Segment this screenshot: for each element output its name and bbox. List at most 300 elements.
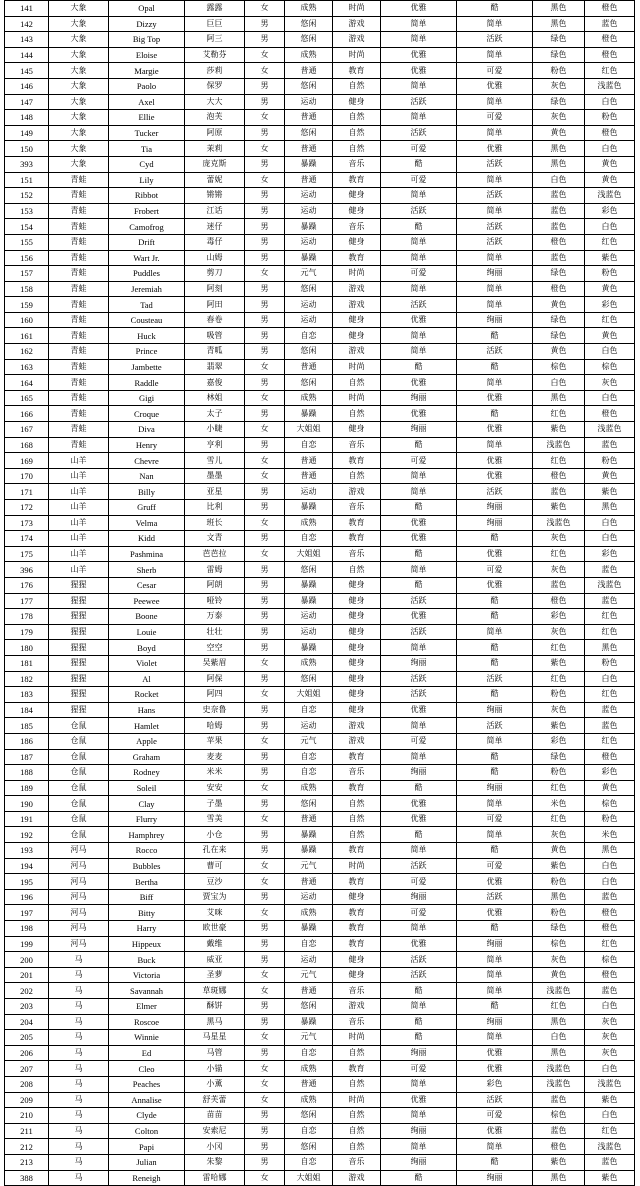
cell-gender: 男 — [245, 999, 285, 1015]
cell-chinese-name: 吸管 — [185, 328, 245, 344]
cell-hobby: 自然 — [333, 141, 381, 157]
cell-hobby: 健身 — [333, 422, 381, 438]
cell-number: 149 — [5, 125, 49, 141]
cell-gender: 男 — [245, 843, 285, 859]
cell-personality: 自恋 — [285, 1123, 333, 1139]
table-row — [5, 1123, 635, 1139]
cell-personality: 暴躁 — [285, 577, 333, 593]
cell-style-1: 绚丽 — [381, 1045, 457, 1061]
cell-style-1: 酷 — [381, 219, 457, 235]
cell-number: 166 — [5, 406, 49, 422]
cell-color-1: 彩色 — [533, 609, 585, 625]
cell-species: 大象 — [49, 110, 109, 126]
cell-color-2: 黄色 — [585, 156, 635, 172]
cell-hobby: 自然 — [333, 1076, 381, 1092]
cell-style-2: 可爱 — [457, 858, 533, 874]
cell-color-2: 紫色 — [585, 1092, 635, 1108]
cell-style-2: 可爱 — [457, 1108, 533, 1124]
cell-color-1: 红色 — [533, 671, 585, 687]
cell-gender: 男 — [245, 312, 285, 328]
cell-chinese-name: 安索尼 — [185, 1123, 245, 1139]
cell-color-1: 白色 — [533, 375, 585, 391]
cell-style-2: 简单 — [457, 983, 533, 999]
cell-color-2: 浅蓝色 — [585, 422, 635, 438]
cell-style-1: 优雅 — [381, 47, 457, 63]
cell-gender: 男 — [245, 765, 285, 781]
cell-gender: 男 — [245, 344, 285, 360]
table-row — [5, 780, 635, 796]
cell-style-1: 可爱 — [381, 874, 457, 890]
cell-color-2: 红色 — [585, 687, 635, 703]
cell-style-2: 绚丽 — [457, 312, 533, 328]
table-row — [5, 437, 635, 453]
cell-style-2: 活跃 — [457, 889, 533, 905]
cell-personality: 元气 — [285, 858, 333, 874]
cell-chinese-name: 亨利 — [185, 437, 245, 453]
cell-number: 206 — [5, 1045, 49, 1061]
cell-personality: 普通 — [285, 874, 333, 890]
cell-chinese-name: 墨墨 — [185, 468, 245, 484]
cell-english-name: Wart Jr. — [109, 250, 185, 266]
cell-hobby: 自然 — [333, 811, 381, 827]
cell-hobby: 自然 — [333, 125, 381, 141]
cell-hobby: 自然 — [333, 827, 381, 843]
cell-style-2: 优雅 — [457, 468, 533, 484]
cell-gender: 男 — [245, 593, 285, 609]
table-row — [5, 1061, 635, 1077]
cell-species: 猩猩 — [49, 671, 109, 687]
cell-number: 183 — [5, 687, 49, 703]
cell-species: 青蛙 — [49, 281, 109, 297]
cell-color-1: 灰色 — [533, 110, 585, 126]
cell-english-name: Ed — [109, 1045, 185, 1061]
cell-species: 河马 — [49, 858, 109, 874]
cell-english-name: Diva — [109, 422, 185, 438]
cell-english-name: Paolo — [109, 78, 185, 94]
cell-hobby: 自然 — [333, 110, 381, 126]
cell-personality: 运动 — [285, 312, 333, 328]
cell-gender: 男 — [245, 624, 285, 640]
cell-hobby: 健身 — [333, 203, 381, 219]
cell-color-2: 白色 — [585, 390, 635, 406]
cell-gender: 男 — [245, 1108, 285, 1124]
cell-color-2: 棕色 — [585, 952, 635, 968]
cell-species: 山羊 — [49, 453, 109, 469]
table-row — [5, 468, 635, 484]
cell-hobby: 音乐 — [333, 983, 381, 999]
cell-chinese-name: 雷哈娜 — [185, 1170, 245, 1186]
cell-hobby: 自然 — [333, 1123, 381, 1139]
table-row — [5, 905, 635, 921]
cell-chinese-name: 茉莉 — [185, 141, 245, 157]
cell-chinese-name: 保罗 — [185, 78, 245, 94]
table-row — [5, 811, 635, 827]
cell-color-2: 彩色 — [585, 546, 635, 562]
cell-number: 204 — [5, 1014, 49, 1030]
cell-species: 河马 — [49, 921, 109, 937]
cell-style-2: 简单 — [457, 375, 533, 391]
cell-chinese-name: 苹果 — [185, 733, 245, 749]
cell-hobby: 教育 — [333, 936, 381, 952]
cell-chinese-name: 孔在来 — [185, 843, 245, 859]
cell-number: 159 — [5, 297, 49, 313]
cell-english-name: Winnie — [109, 1030, 185, 1046]
cell-english-name: Tucker — [109, 125, 185, 141]
cell-english-name: Hippeux — [109, 936, 185, 952]
cell-english-name: Ellie — [109, 110, 185, 126]
cell-number: 150 — [5, 141, 49, 157]
cell-species: 猩猩 — [49, 687, 109, 703]
cell-color-2: 橙色 — [585, 47, 635, 63]
cell-gender: 男 — [245, 78, 285, 94]
cell-color-1: 紫色 — [533, 1154, 585, 1170]
cell-style-2: 绚丽 — [457, 266, 533, 282]
cell-species: 大象 — [49, 78, 109, 94]
cell-personality: 暴躁 — [285, 843, 333, 859]
cell-style-2: 绚丽 — [457, 515, 533, 531]
cell-hobby: 游戏 — [333, 484, 381, 500]
cell-style-2: 酷 — [457, 655, 533, 671]
cell-style-2: 简单 — [457, 281, 533, 297]
cell-species: 青蛙 — [49, 359, 109, 375]
cell-hobby: 游戏 — [333, 999, 381, 1015]
cell-gender: 女 — [245, 983, 285, 999]
cell-personality: 自恋 — [285, 1045, 333, 1061]
cell-gender: 女 — [245, 172, 285, 188]
cell-style-2: 酷 — [457, 749, 533, 765]
cell-gender: 男 — [245, 188, 285, 204]
cell-hobby: 教育 — [333, 453, 381, 469]
cell-color-2: 橙色 — [585, 406, 635, 422]
cell-gender: 男 — [245, 94, 285, 110]
cell-style-1: 酷 — [381, 500, 457, 516]
cell-chinese-name: 雪美 — [185, 811, 245, 827]
cell-english-name: Raddle — [109, 375, 185, 391]
cell-color-1: 灰色 — [533, 702, 585, 718]
table-row — [5, 141, 635, 157]
cell-gender: 女 — [245, 468, 285, 484]
cell-color-2: 棕色 — [585, 796, 635, 812]
cell-species: 山羊 — [49, 468, 109, 484]
table-row — [5, 1030, 635, 1046]
cell-english-name: Eloise — [109, 47, 185, 63]
cell-style-1: 酷 — [381, 577, 457, 593]
cell-number: 171 — [5, 484, 49, 500]
cell-color-2: 橙色 — [585, 1, 635, 17]
table-row — [5, 281, 635, 297]
cell-color-2: 粉色 — [585, 110, 635, 126]
cell-color-1: 绿色 — [533, 266, 585, 282]
cell-chinese-name: 黑马 — [185, 1014, 245, 1030]
cell-gender: 男 — [245, 328, 285, 344]
cell-color-1: 蓝色 — [533, 219, 585, 235]
cell-style-1: 可爱 — [381, 1061, 457, 1077]
cell-personality: 运动 — [285, 484, 333, 500]
table-row — [5, 125, 635, 141]
cell-style-1: 优雅 — [381, 63, 457, 79]
cell-chinese-name: 剪刀 — [185, 266, 245, 282]
cell-style-2: 优雅 — [457, 1061, 533, 1077]
cell-personality: 悠闲 — [285, 32, 333, 48]
cell-personality: 元气 — [285, 266, 333, 282]
cell-hobby: 健身 — [333, 624, 381, 640]
cell-color-1: 灰色 — [533, 952, 585, 968]
cell-gender: 男 — [245, 702, 285, 718]
cell-color-1: 灰色 — [533, 78, 585, 94]
cell-style-1: 活跃 — [381, 94, 457, 110]
cell-style-1: 优雅 — [381, 1, 457, 17]
cell-species: 青蛙 — [49, 437, 109, 453]
cell-number: 168 — [5, 437, 49, 453]
cell-english-name: Colton — [109, 1123, 185, 1139]
cell-personality: 元气 — [285, 733, 333, 749]
cell-hobby: 音乐 — [333, 765, 381, 781]
cell-english-name: Prince — [109, 344, 185, 360]
cell-color-2: 蓝色 — [585, 16, 635, 32]
cell-personality: 暴躁 — [285, 593, 333, 609]
cell-chinese-name: 巨巨 — [185, 16, 245, 32]
cell-style-1: 简单 — [381, 344, 457, 360]
cell-species: 猩猩 — [49, 640, 109, 656]
cell-color-1: 蓝色 — [533, 577, 585, 593]
cell-hobby: 音乐 — [333, 546, 381, 562]
table-row — [5, 375, 635, 391]
cell-style-1: 简单 — [381, 328, 457, 344]
cell-color-1: 棕色 — [533, 359, 585, 375]
cell-color-2: 彩色 — [585, 765, 635, 781]
cell-hobby: 自然 — [333, 1045, 381, 1061]
cell-species: 大象 — [49, 32, 109, 48]
cell-chinese-name: 比利 — [185, 500, 245, 516]
cell-english-name: Margie — [109, 63, 185, 79]
cell-number: 201 — [5, 967, 49, 983]
cell-hobby: 游戏 — [333, 718, 381, 734]
table-row — [5, 765, 635, 781]
cell-personality: 大姐姐 — [285, 687, 333, 703]
cell-english-name: Clay — [109, 796, 185, 812]
cell-number: 207 — [5, 1061, 49, 1077]
cell-number: 189 — [5, 780, 49, 796]
cell-style-1: 可爱 — [381, 172, 457, 188]
cell-species: 青蛙 — [49, 297, 109, 313]
cell-hobby: 游戏 — [333, 16, 381, 32]
cell-color-2: 粉色 — [585, 811, 635, 827]
cell-personality: 运动 — [285, 188, 333, 204]
cell-style-2: 可爱 — [457, 63, 533, 79]
cell-style-2: 活跃 — [457, 1092, 533, 1108]
cell-personality: 暴躁 — [285, 406, 333, 422]
cell-style-2: 酷 — [457, 1154, 533, 1170]
cell-gender: 女 — [245, 858, 285, 874]
cell-species: 大象 — [49, 63, 109, 79]
table-row — [5, 999, 635, 1015]
cell-gender: 女 — [245, 359, 285, 375]
cell-personality: 暴躁 — [285, 156, 333, 172]
villager-table-sheet — [4, 0, 634, 1186]
cell-english-name: Bertha — [109, 874, 185, 890]
cell-gender: 女 — [245, 141, 285, 157]
table-row — [5, 843, 635, 859]
cell-color-2: 白色 — [585, 671, 635, 687]
cell-species: 河马 — [49, 905, 109, 921]
cell-chinese-name: 哈姆 — [185, 718, 245, 734]
cell-style-2: 酷 — [457, 531, 533, 547]
cell-english-name: Victoria — [109, 967, 185, 983]
cell-gender: 男 — [245, 609, 285, 625]
cell-english-name: Henry — [109, 437, 185, 453]
cell-number: 172 — [5, 500, 49, 516]
cell-english-name: Nan — [109, 468, 185, 484]
cell-color-2: 黄色 — [585, 468, 635, 484]
cell-number: 155 — [5, 234, 49, 250]
cell-gender: 男 — [245, 203, 285, 219]
cell-hobby: 时尚 — [333, 1030, 381, 1046]
cell-english-name: Cleo — [109, 1061, 185, 1077]
cell-color-2: 浅蓝色 — [585, 1139, 635, 1155]
cell-english-name: Ribbot — [109, 188, 185, 204]
cell-style-1: 可爱 — [381, 905, 457, 921]
cell-english-name: Biff — [109, 889, 185, 905]
cell-chinese-name: 迷仔 — [185, 219, 245, 235]
cell-color-1: 绿色 — [533, 94, 585, 110]
cell-hobby: 健身 — [333, 702, 381, 718]
cell-species: 仓鼠 — [49, 733, 109, 749]
cell-personality: 普通 — [285, 110, 333, 126]
table-row — [5, 593, 635, 609]
cell-hobby: 教育 — [333, 905, 381, 921]
cell-species: 马 — [49, 1061, 109, 1077]
cell-style-2: 绚丽 — [457, 1014, 533, 1030]
cell-gender: 男 — [245, 375, 285, 391]
cell-number: 186 — [5, 733, 49, 749]
cell-style-2: 酷 — [457, 593, 533, 609]
cell-chinese-name: 麦麦 — [185, 749, 245, 765]
cell-hobby: 健身 — [333, 593, 381, 609]
cell-color-1: 红色 — [533, 406, 585, 422]
cell-gender: 女 — [245, 733, 285, 749]
cell-hobby: 自然 — [333, 406, 381, 422]
cell-number: 192 — [5, 827, 49, 843]
table-row — [5, 1139, 635, 1155]
cell-style-1: 可爱 — [381, 453, 457, 469]
cell-personality: 成熟 — [285, 905, 333, 921]
cell-color-2: 彩色 — [585, 203, 635, 219]
cell-personality: 成熟 — [285, 1092, 333, 1108]
cell-number: 174 — [5, 531, 49, 547]
cell-personality: 暴躁 — [285, 1014, 333, 1030]
cell-hobby: 游戏 — [333, 1170, 381, 1186]
cell-english-name: Camofrog — [109, 219, 185, 235]
cell-species: 猩猩 — [49, 624, 109, 640]
cell-style-2: 活跃 — [457, 32, 533, 48]
cell-chinese-name: 米米 — [185, 765, 245, 781]
cell-chinese-name: 蕾妮 — [185, 172, 245, 188]
cell-chinese-name: 马星星 — [185, 1030, 245, 1046]
cell-personality: 自恋 — [285, 749, 333, 765]
cell-english-name: Huck — [109, 328, 185, 344]
table-row — [5, 266, 635, 282]
table-row — [5, 203, 635, 219]
cell-style-2: 简单 — [457, 624, 533, 640]
cell-gender: 女 — [245, 546, 285, 562]
cell-hobby: 时尚 — [333, 359, 381, 375]
cell-hobby: 健身 — [333, 328, 381, 344]
table-row — [5, 546, 635, 562]
cell-style-1: 活跃 — [381, 297, 457, 313]
cell-color-1: 橙色 — [533, 593, 585, 609]
cell-gender: 女 — [245, 1076, 285, 1092]
cell-style-2: 活跃 — [457, 219, 533, 235]
cell-species: 青蛙 — [49, 406, 109, 422]
cell-style-2: 简单 — [457, 796, 533, 812]
cell-number: 203 — [5, 999, 49, 1015]
cell-personality: 运动 — [285, 889, 333, 905]
cell-gender: 男 — [245, 250, 285, 266]
cell-color-2: 红色 — [585, 733, 635, 749]
cell-english-name: Savannah — [109, 983, 185, 999]
cell-english-name: Graham — [109, 749, 185, 765]
cell-color-1: 灰色 — [533, 624, 585, 640]
cell-personality: 成熟 — [285, 515, 333, 531]
table-row — [5, 63, 635, 79]
cell-english-name: Kidd — [109, 531, 185, 547]
cell-number: 396 — [5, 562, 49, 578]
cell-number: 199 — [5, 936, 49, 952]
cell-color-1: 绿色 — [533, 312, 585, 328]
cell-personality: 运动 — [285, 624, 333, 640]
cell-english-name: Rocco — [109, 843, 185, 859]
cell-chinese-name: 威亚 — [185, 952, 245, 968]
cell-color-1: 蓝色 — [533, 484, 585, 500]
cell-style-1: 优雅 — [381, 515, 457, 531]
cell-style-2: 简单 — [457, 16, 533, 32]
cell-number: 196 — [5, 889, 49, 905]
cell-hobby: 游戏 — [333, 281, 381, 297]
cell-personality: 运动 — [285, 203, 333, 219]
cell-gender: 男 — [245, 921, 285, 937]
cell-chinese-name: 毒仔 — [185, 234, 245, 250]
cell-color-2: 黄色 — [585, 328, 635, 344]
cell-style-1: 简单 — [381, 640, 457, 656]
cell-color-1: 蓝色 — [533, 1123, 585, 1139]
cell-english-name: Croque — [109, 406, 185, 422]
cell-style-2: 酷 — [457, 406, 533, 422]
cell-style-1: 简单 — [381, 921, 457, 937]
cell-number: 181 — [5, 655, 49, 671]
cell-chinese-name: 空空 — [185, 640, 245, 656]
cell-species: 马 — [49, 1170, 109, 1186]
cell-chinese-name: 庞克斯 — [185, 156, 245, 172]
cell-species: 马 — [49, 1030, 109, 1046]
table-row — [5, 156, 635, 172]
cell-personality: 成熟 — [285, 390, 333, 406]
cell-color-2: 粉色 — [585, 453, 635, 469]
cell-style-2: 简单 — [457, 47, 533, 63]
cell-number: 393 — [5, 156, 49, 172]
cell-number: 200 — [5, 952, 49, 968]
cell-number: 147 — [5, 94, 49, 110]
cell-style-1: 绚丽 — [381, 765, 457, 781]
table-row — [5, 78, 635, 94]
table-row — [5, 733, 635, 749]
cell-color-1: 黑色 — [533, 889, 585, 905]
cell-hobby: 教育 — [333, 1061, 381, 1077]
cell-style-1: 简单 — [381, 110, 457, 126]
cell-style-2: 简单 — [457, 203, 533, 219]
cell-personality: 成熟 — [285, 1, 333, 17]
cell-color-1: 绿色 — [533, 328, 585, 344]
cell-style-2: 优雅 — [457, 422, 533, 438]
